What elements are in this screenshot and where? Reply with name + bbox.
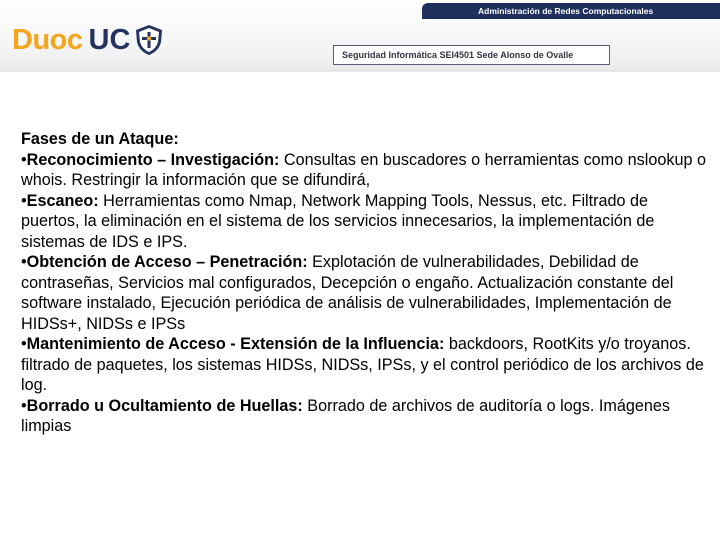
logo-uc-text: UC xyxy=(88,23,131,56)
item-text: Borrado de archivos de auditoría o logs. Imágenes limpias xyxy=(21,396,670,435)
list-item: •Escaneo: Herramientas como Nmap, Network Mapping Tools, Nessus, etc. Filtrado de puertos, la eliminación en el sistema de los servicios innecesarios, la implementación de sistemas de IDS e IPS. xyxy=(21,191,655,251)
item-text: Consultas en buscadores o herramientas como nslookup o whois. Restringir la información que se difundirá, xyxy=(21,150,706,189)
slide-title: Fases de un Ataque: xyxy=(21,130,179,148)
list-item: •Obtención de Acceso – Penetración: Explotación de vulnerabilidades, Debilidad de contraseñas, Servicios mal configurados, Decepción o engaño. Actualización constante del software instalado, Ejecución periódica de análisis de vulnerabilidades, Implementación de HIDSs+, NIDSs e IPSs xyxy=(21,253,674,333)
list-item: •Borrado u Ocultamiento de Huellas: Borrado de archivos de auditoría o logs. Imágenes limpias xyxy=(21,396,670,435)
item-text: Explotación de vulnerabilidades, Debilidad de contraseñas, Servicios mal configurados, Decepción o engaño. Actualización constante del software instalado, Ejecución periódica de análisis de vulnerabilidades, Implementación de HIDSs+, NIDSs e IPSs xyxy=(21,253,674,333)
item-term: Reconocimiento – Investigación: xyxy=(26,150,280,169)
duoc-uc-logo xyxy=(12,22,164,58)
item-text: backdoors, RootKits y/o troyanos. filtrado de paquetes, los sistemas HIDSs, NIDSs, IPSs, y el control periódico de los archivos de log. xyxy=(21,335,704,394)
item-term: Mantenimiento de Acceso - Extensión de la Influencia: xyxy=(26,335,445,353)
header-divider xyxy=(0,70,720,71)
item-term: Escaneo: xyxy=(26,191,99,210)
list-item: •Reconocimiento – Investigación: Consultas en buscadores o herramientas como nslookup o whois. Restringir la información que se difundirá, xyxy=(21,150,706,189)
item-term: Obtención de Acceso – Penetración: xyxy=(26,253,308,271)
list-item: •Mantenimiento de Acceso - Extensión de la Influencia: backdoors, RootKits y/o troyanos. filtrado de paquetes, los sistemas HIDSs, NIDSs, IPSs, y el control periódico de los archivos de log. xyxy=(21,335,704,394)
course-label: Seguridad Informática SEI4501 Sede Alonso de Ovalle xyxy=(333,45,610,65)
slide-body xyxy=(21,129,706,437)
item-text: Herramientas como Nmap, Network Mapping Tools, Nessus, etc. Filtrado de puertos, la eliminación en el sistema de los servicios innecesarios, la implementación de sistemas de IDS e IPS. xyxy=(21,191,655,251)
program-banner: Administración de Redes Computacionales xyxy=(422,3,720,19)
logo-duoc-text: Duoc xyxy=(12,23,83,56)
university-seal-icon xyxy=(134,24,164,56)
item-term: Borrado u Ocultamiento de Huellas: xyxy=(26,396,303,415)
